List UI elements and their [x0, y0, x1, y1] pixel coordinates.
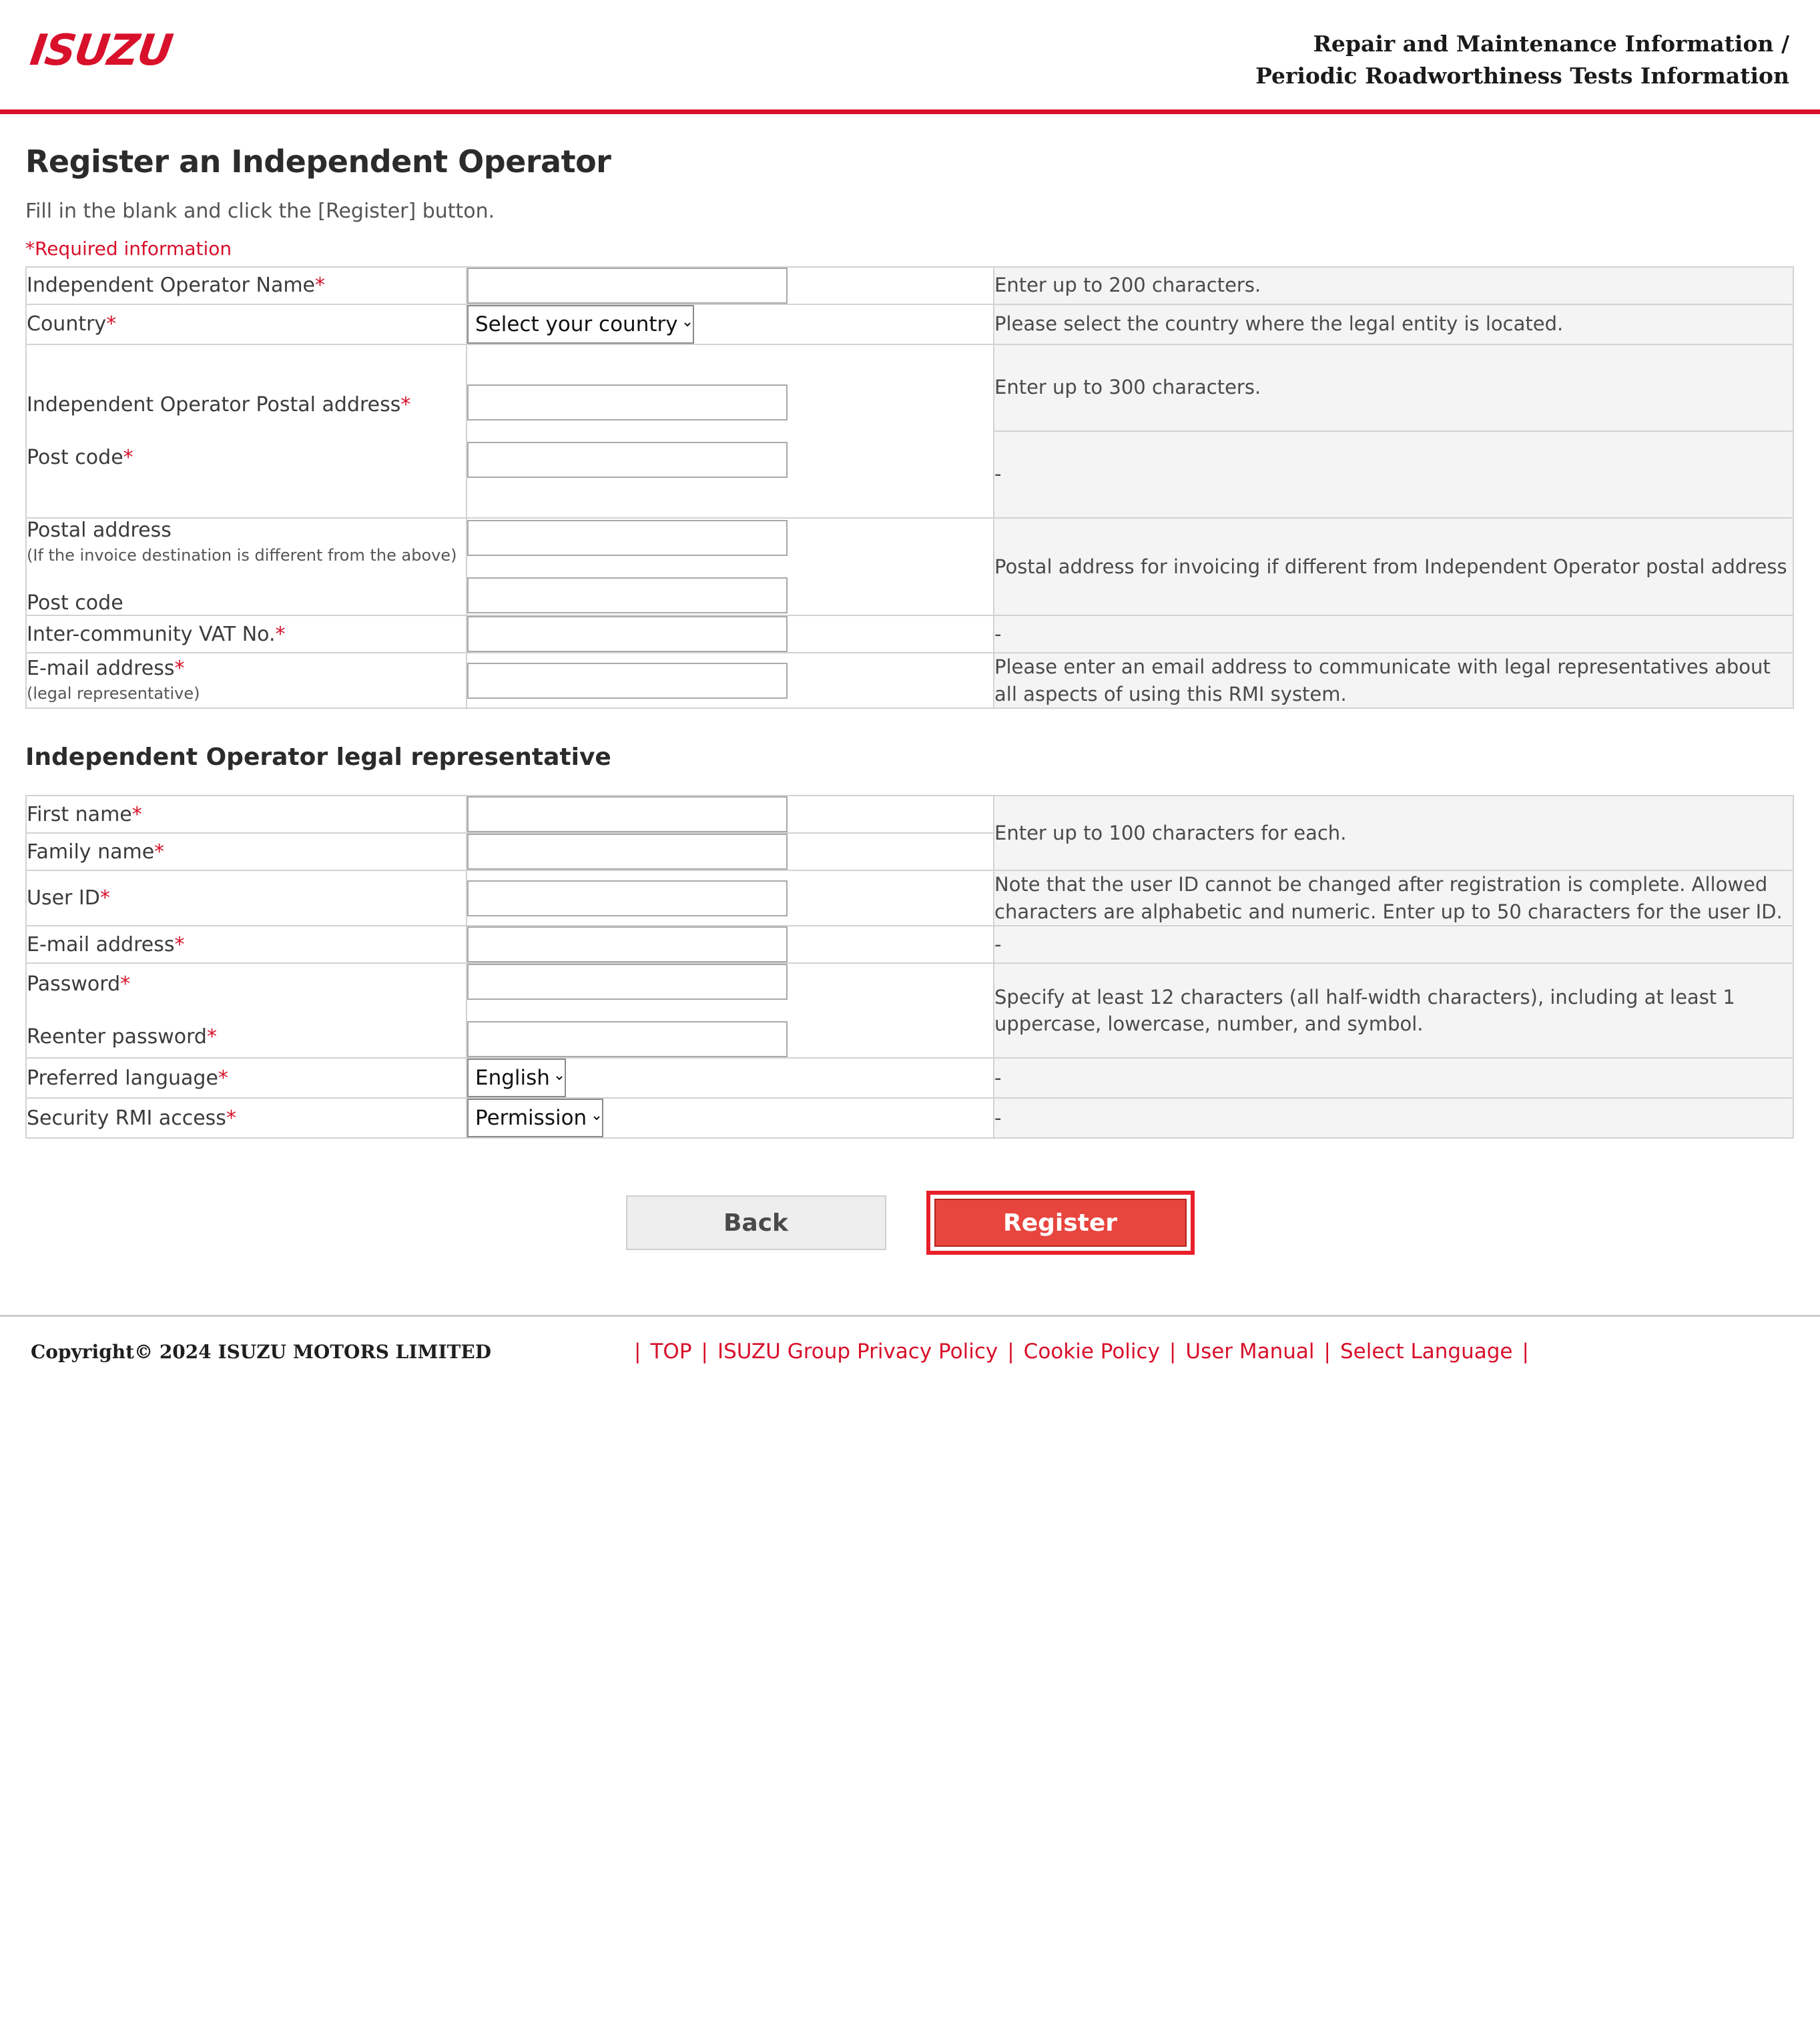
footer-separator: |: [1323, 1340, 1331, 1364]
label-text: E-mail address: [27, 656, 175, 680]
footer-separator: |: [1522, 1340, 1529, 1364]
table-row: [26, 615, 1793, 653]
label-text: Independent Operator Postal address: [27, 392, 401, 416]
label-text: Country: [27, 312, 107, 336]
copyright-text: Copyright© 2024 ISUZU MOTORS LIMITED: [31, 1340, 492, 1363]
family-name-input[interactable]: [467, 834, 788, 870]
required-asterisk: *: [275, 622, 286, 646]
row-label-security-rmi-access: [26, 1098, 467, 1138]
legal-representative-table: [25, 795, 1794, 1139]
required-asterisk: *: [106, 312, 117, 336]
footer-separator: |: [1169, 1340, 1177, 1364]
row-field-company-email: [467, 653, 994, 708]
invoice-post-code-input[interactable]: [467, 577, 788, 613]
row-label-operator-name: [26, 267, 467, 304]
row-field-family-name: [467, 833, 994, 870]
footer-link-top[interactable]: TOP: [650, 1340, 692, 1364]
row-note-invoice-postal-address: Postal address for invoicing if different from Independent Operator postal address: [994, 518, 1793, 615]
row-note-operator-name: Enter up to 200 characters.: [994, 267, 1793, 304]
footer-link-cookie-policy[interactable]: Cookie Policy: [1023, 1340, 1160, 1364]
row-label-country: [26, 304, 467, 344]
required-asterisk: *: [99, 886, 110, 910]
label-subtext: (If the invoice destination is different from the above): [27, 545, 457, 565]
table-row: [26, 653, 1793, 708]
footer-separator: |: [1007, 1340, 1014, 1364]
preferred-language-select[interactable]: [467, 1059, 566, 1097]
isuzu-logo: ISUZU: [27, 26, 175, 75]
row-label-vat-number: [26, 615, 467, 653]
row-label-company-email: [26, 653, 467, 708]
label-text: E-mail address: [27, 932, 175, 956]
footer-link-privacy-policy[interactable]: ISUZU Group Privacy Policy: [717, 1340, 998, 1364]
required-asterisk: *: [315, 274, 326, 298]
label-text: Inter-community VAT No.: [27, 622, 276, 646]
row-label-family-name: [26, 833, 467, 870]
header-title-line1: Repair and Maintenance Information /: [1313, 31, 1789, 57]
row-field-first-name: [467, 796, 994, 833]
row-field-invoice-postal-address: [467, 518, 994, 615]
site-footer: [0, 1315, 1820, 1384]
row-note-user-id: Note that the user ID cannot be changed after registration is complete. Allowed characters are alphabetic and numeric. Enter up to 50 characters for the user ID.: [994, 870, 1793, 926]
instruction-text: Fill in the blank and click the [Register] button.: [25, 199, 495, 223]
form-actions: [25, 1191, 1795, 1255]
footer-separator: |: [634, 1340, 641, 1364]
row-note-rep-email: -: [994, 926, 1793, 963]
label-text: Preferred language: [27, 1066, 218, 1090]
operator-post-code-input[interactable]: [467, 442, 788, 478]
row-field-user-id: [467, 870, 994, 926]
register-button-highlight: [926, 1191, 1195, 1255]
row-note-security-rmi-access: -: [994, 1098, 1793, 1138]
main-content: [0, 114, 1820, 1255]
label-subtext: (legal representative): [27, 683, 200, 703]
label-text: First name: [27, 802, 132, 826]
invoice-postal-address-input[interactable]: [467, 520, 788, 556]
required-asterisk: *: [218, 1066, 228, 1090]
required-asterisk: *: [154, 840, 165, 864]
register-button[interactable]: Register: [934, 1199, 1187, 1247]
header-title-line2: Periodic Roadworthiness Tests Information: [1255, 62, 1789, 89]
row-note-country: Please select the country where the legal entity is located.: [994, 304, 1793, 344]
footer-link-user-manual[interactable]: User Manual: [1185, 1340, 1315, 1364]
row-label-password: [26, 963, 467, 1058]
rep-email-input[interactable]: [467, 926, 788, 962]
site-header: [0, 0, 1820, 114]
required-asterisk: *: [120, 972, 131, 996]
footer-links: [625, 1340, 1538, 1364]
label-text: Security RMI access: [27, 1106, 226, 1130]
company-email-input[interactable]: [467, 663, 788, 699]
first-name-input[interactable]: [467, 796, 788, 832]
table-row: [26, 870, 1793, 926]
required-asterisk: *: [206, 1025, 217, 1049]
row-field-rep-email: [467, 926, 994, 963]
required-asterisk: *: [123, 445, 133, 469]
row-note-password: Specify at least 12 characters (all half-width characters), including at least 1 uppercase, lowercase, number, and symbol.: [994, 963, 1793, 1058]
table-row: [26, 1098, 1793, 1138]
operator-details-table: [25, 266, 1794, 709]
footer-link-select-language[interactable]: Select Language: [1340, 1340, 1513, 1364]
row-note-names: Enter up to 100 characters for each.: [994, 796, 1793, 870]
row-note-company-email: Please enter an email address to communicate with legal representatives about all aspects of using this RMI system.: [994, 653, 1793, 708]
table-row: [26, 304, 1793, 344]
country-select[interactable]: [467, 305, 694, 344]
required-info-note: *Required information: [25, 237, 232, 260]
row-field-country: [467, 304, 994, 344]
user-id-input[interactable]: [467, 880, 788, 916]
label-text: Family name: [27, 840, 155, 864]
required-asterisk: *: [400, 392, 411, 416]
table-row: [26, 796, 1793, 833]
row-note-operator-post-code: -: [994, 431, 1793, 518]
operator-postal-address-input[interactable]: [467, 384, 788, 420]
vat-number-input[interactable]: [467, 616, 788, 652]
label-text: Password: [27, 972, 121, 996]
row-field-operator-name: [467, 267, 994, 304]
row-field-password: [467, 963, 994, 1058]
label-text-postcode: Post code: [27, 591, 123, 615]
password-input[interactable]: [467, 964, 788, 1000]
required-asterisk: *: [174, 656, 185, 680]
back-button[interactable]: Back: [626, 1195, 886, 1250]
row-label-first-name: [26, 796, 467, 833]
label-text-reenter-password: Reenter password: [27, 1025, 207, 1049]
label-text: Postal address: [27, 518, 172, 542]
section-heading-legal-representative: Independent Operator legal representative: [25, 744, 611, 772]
label-text-postcode: Post code: [27, 445, 123, 469]
row-label-user-id: [26, 870, 467, 926]
required-asterisk: *: [174, 932, 185, 956]
row-field-vat-number: [467, 615, 994, 653]
row-field-security-rmi-access: [467, 1098, 994, 1138]
table-row: [26, 344, 1793, 431]
row-label-rep-email: [26, 926, 467, 963]
label-text: Independent Operator Name: [27, 274, 316, 298]
reenter-password-input[interactable]: [467, 1021, 788, 1057]
row-note-preferred-language: -: [994, 1058, 1793, 1098]
label-text: User ID: [27, 886, 100, 910]
row-label-invoice-postal-address: [26, 518, 467, 615]
required-asterisk: *: [226, 1106, 236, 1130]
row-field-operator-postal-address: [467, 344, 994, 518]
required-asterisk: *: [131, 802, 142, 826]
table-row: [26, 267, 1793, 304]
table-row: [26, 963, 1793, 1058]
page-title: Register an Independent Operator: [25, 143, 611, 180]
table-row: [26, 1058, 1793, 1098]
table-row: [26, 926, 1793, 963]
footer-separator: |: [701, 1340, 708, 1364]
row-note-vat-number: -: [994, 615, 1793, 653]
row-note-operator-postal-address: Enter up to 300 characters.: [994, 344, 1793, 431]
header-title: [1255, 24, 1789, 92]
operator-name-input[interactable]: [467, 268, 788, 304]
row-label-preferred-language: [26, 1058, 467, 1098]
row-field-preferred-language: [467, 1058, 994, 1098]
table-row: [26, 518, 1793, 615]
security-rmi-access-select[interactable]: [467, 1099, 603, 1137]
row-label-operator-postal-address: [26, 344, 467, 518]
